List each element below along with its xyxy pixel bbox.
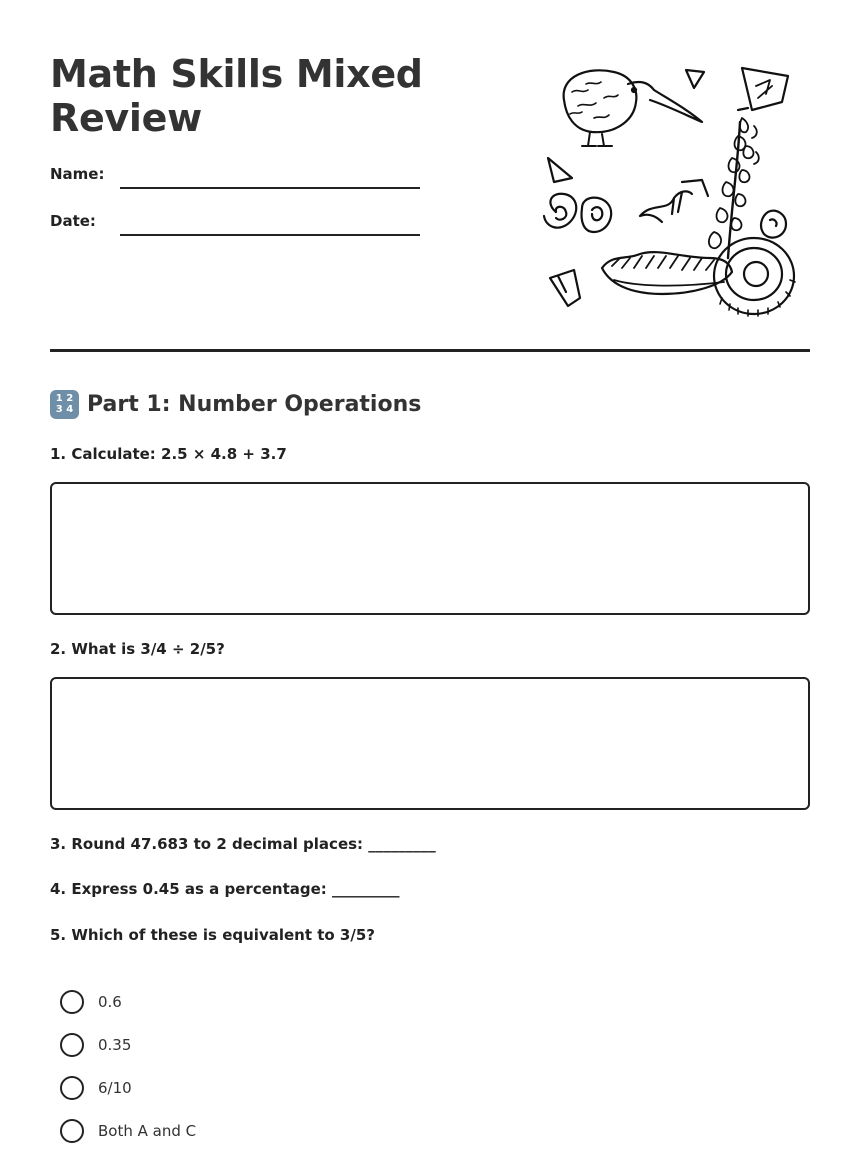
worksheet-page	[50, 0, 810, 1161]
radio-button[interactable]	[60, 1033, 84, 1057]
option-label: 0.6	[98, 993, 122, 1011]
radio-button[interactable]	[60, 1076, 84, 1100]
question-3: 3. Round 47.683 to 2 decimal places: _________	[50, 835, 436, 853]
date-label: Date:	[50, 212, 96, 230]
radio-button[interactable]	[60, 990, 84, 1014]
option-b[interactable]	[60, 1032, 131, 1058]
name-label: Name:	[50, 165, 105, 183]
option-label: Both A and C	[98, 1122, 197, 1140]
worksheet-title: Math Skills Mixed Review	[50, 52, 423, 140]
option-c[interactable]	[60, 1075, 132, 1101]
option-label: 0.35	[98, 1036, 132, 1054]
answer-box-1[interactable]	[50, 482, 810, 615]
option-label: 6/10	[98, 1079, 132, 1097]
input-numbers-icon: 1 2 3 4	[50, 390, 79, 419]
question-5: 5. Which of these is equivalent to 3/5?	[50, 926, 375, 944]
question-2: 2. What is 3/4 ÷ 2/5?	[50, 640, 225, 658]
name-field-line[interactable]	[120, 187, 420, 189]
kiwi-bird-decoration-icon	[542, 62, 798, 320]
section-title-text: Part 1: Number Operations	[87, 391, 422, 417]
section-title	[50, 388, 421, 420]
answer-box-2[interactable]	[50, 677, 810, 810]
worksheet-header	[50, 0, 810, 352]
date-field-line[interactable]	[120, 234, 420, 236]
header-divider	[50, 349, 810, 352]
question-1: 1. Calculate: 2.5 × 4.8 + 3.7	[50, 445, 287, 463]
radio-button[interactable]	[60, 1119, 84, 1143]
option-a[interactable]	[60, 989, 122, 1015]
option-d[interactable]	[60, 1118, 196, 1144]
question-4: 4. Express 0.45 as a percentage: _________	[50, 880, 400, 898]
